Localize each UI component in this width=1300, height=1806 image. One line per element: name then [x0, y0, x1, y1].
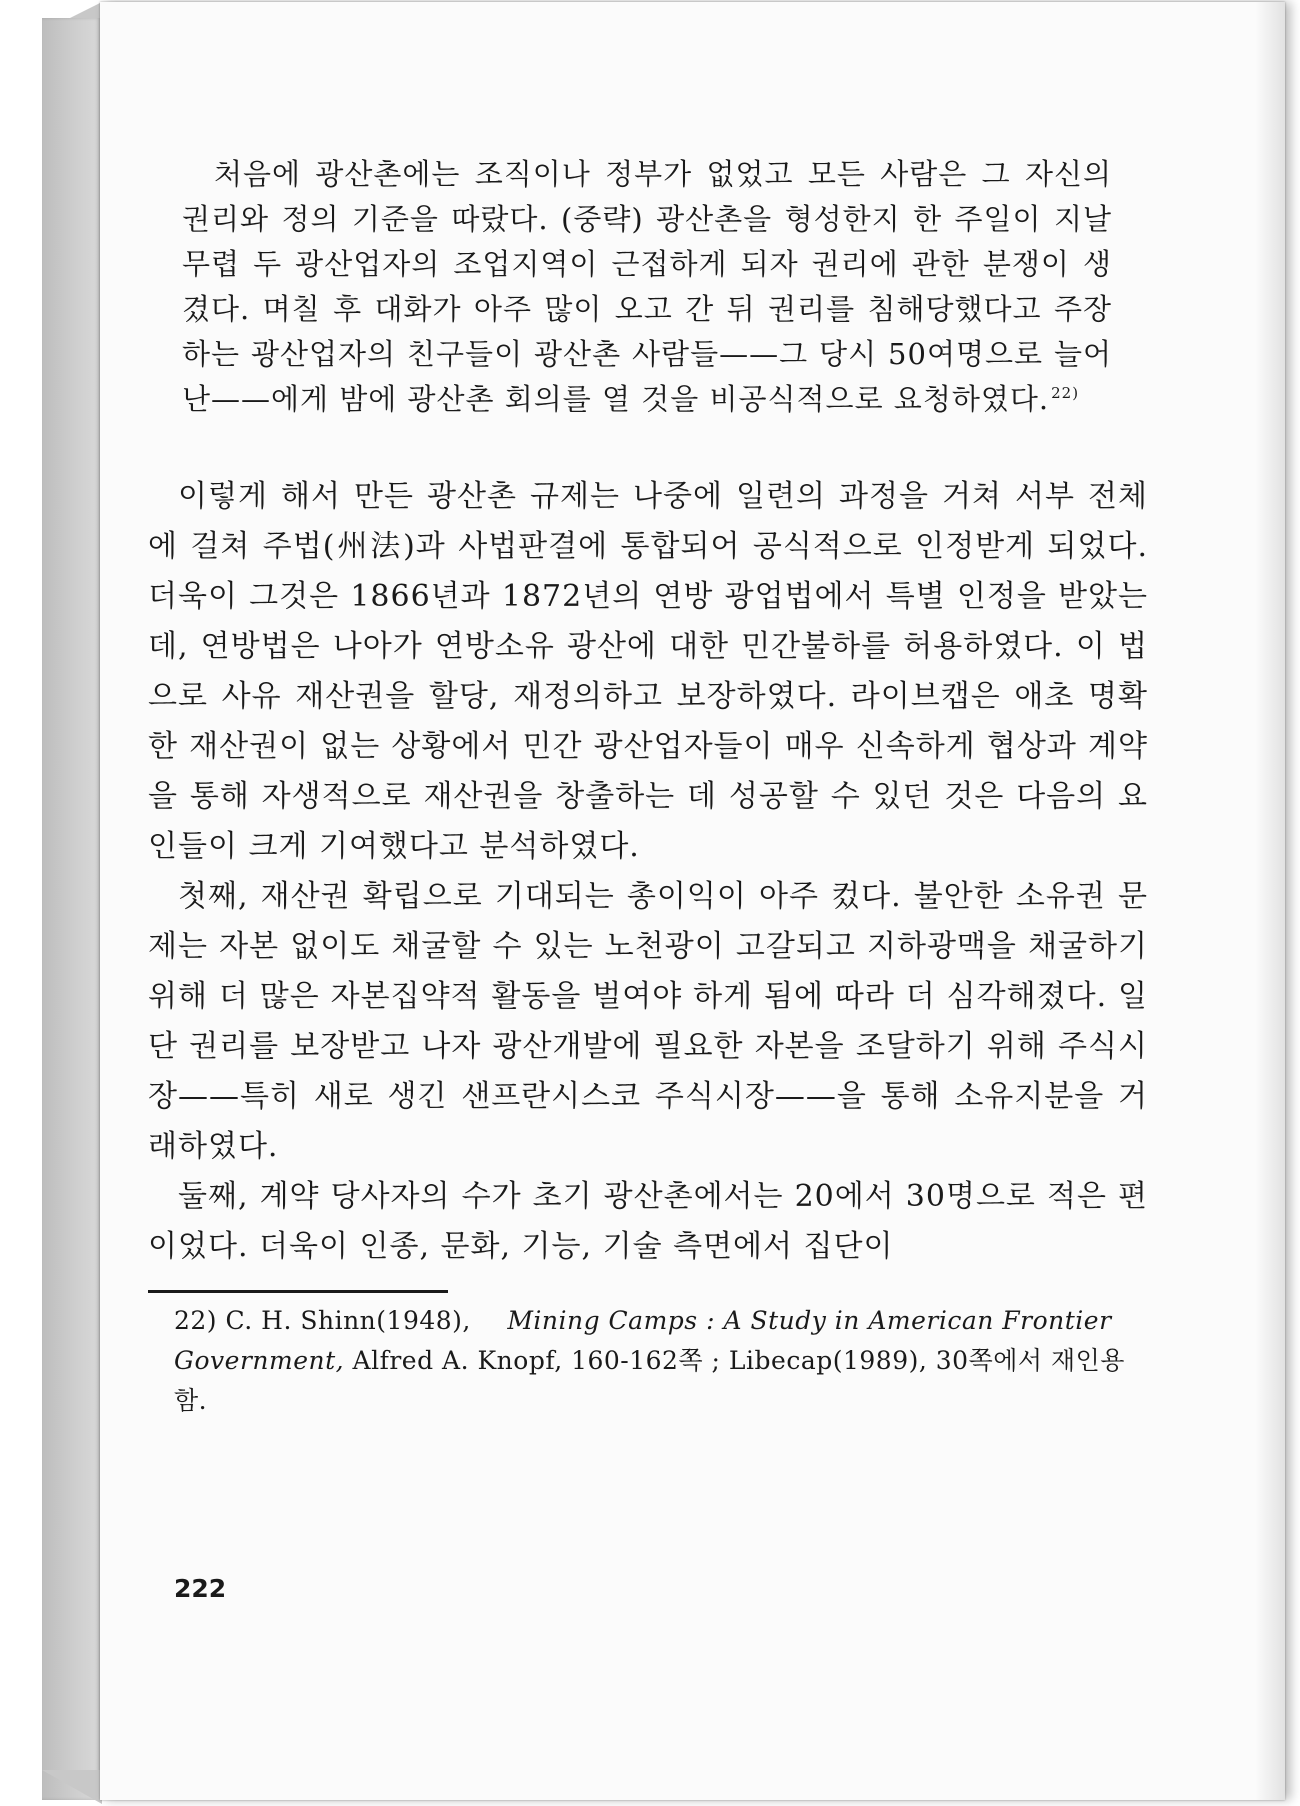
quote-text: 처음에 광산촌에는 조직이나 정부가 없었고 모든 사람은 그 자신의 권리와 정의 기준을 따랐다. (중략) 광산촌을 형성한지 한 주일이 지날 무렵 두 광산업자의 조업지역이 근접하게 되자 권리에 관한 분쟁이 생겼다. 며칠 후 대화가 아주 많이 오고 간 뒤 권리를 침해당했다고 주장하는 광산업자의 친구들이 광산촌 사람들——그 당시 50여명으로 늘어난——에게 밤에 광산촌 회의를 열 것을 비공식적으로 요청하였다. — [182, 157, 1112, 416]
page-content — [148, 152, 1148, 1421]
footnote-author: C. H. Shinn(1948), — [225, 1306, 471, 1335]
footnote-title: Mining Camps : A Study in American Frontier Government, — [174, 1306, 1112, 1375]
footnote-rest: Alfred A. Knopf, 160-162쪽 ; Libecap(1989), 30쪽에서 재인용함. — [174, 1346, 1125, 1415]
body-paragraph: 첫째, 재산권 확립으로 기대되는 총이익이 아주 컸다. 불안한 소유권 문제는 자본 없이도 채굴할 수 있는 노천광이 고갈되고 지하광맥을 채굴하기 위해 더 많은 자본집약적 활동을 벌여야 하게 됨에 따라 더 심각해졌다. 일단 권리를 보장받고 나자 광산개발에 필요한 자본을 조달하기 위해 주식시장——특히 새로 생긴 샌프란시스코 주식시장——을 통해 소유지분을 거래하였다. — [148, 879, 1148, 1164]
footnote-number: 22) — [174, 1306, 218, 1335]
body-paragraph: 둘째, 계약 당사자의 수가 초기 광산촌에서는 20에서 30명으로 적은 편이었다. 더욱이 인종, 문화, 기능, 기술 측면에서 집단이 — [148, 1179, 1148, 1264]
page-edge-shadow — [1255, 2, 1285, 1800]
body-paragraph: 이렇게 해서 만든 광산촌 규제는 나중에 일련의 과정을 거쳐 서부 전체에 걸쳐 주법(州法)과 사법판결에 통합되어 공식적으로 인정받게 되었다. 더욱이 그것은 1866년과 1872년의 연방 광업법에서 특별 인정을 받았는데, 연방법은 나아가 연방소유 광산에 대한 민간불하를 허용하였다. 이 법으로 사유 재산권을 할당, 재정의하고 보장하였다. 라이브캡은 애초 명확한 재산권이 없는 상황에서 민간 광산업자들이 매우 신속하게 협상과 계약을 통해 자생적으로 재산권을 창출하는 데 성공할 수 있던 것은 다음의 요인들이 크게 기여했다고 분석하였다. — [148, 479, 1148, 864]
block-quote — [182, 152, 1112, 422]
footnote-divider — [148, 1290, 448, 1293]
book-spine — [42, 18, 100, 1800]
quote-footnote-ref: 22) — [1051, 384, 1080, 403]
page-number: 222 — [174, 1574, 227, 1603]
footnote — [174, 1301, 1148, 1421]
